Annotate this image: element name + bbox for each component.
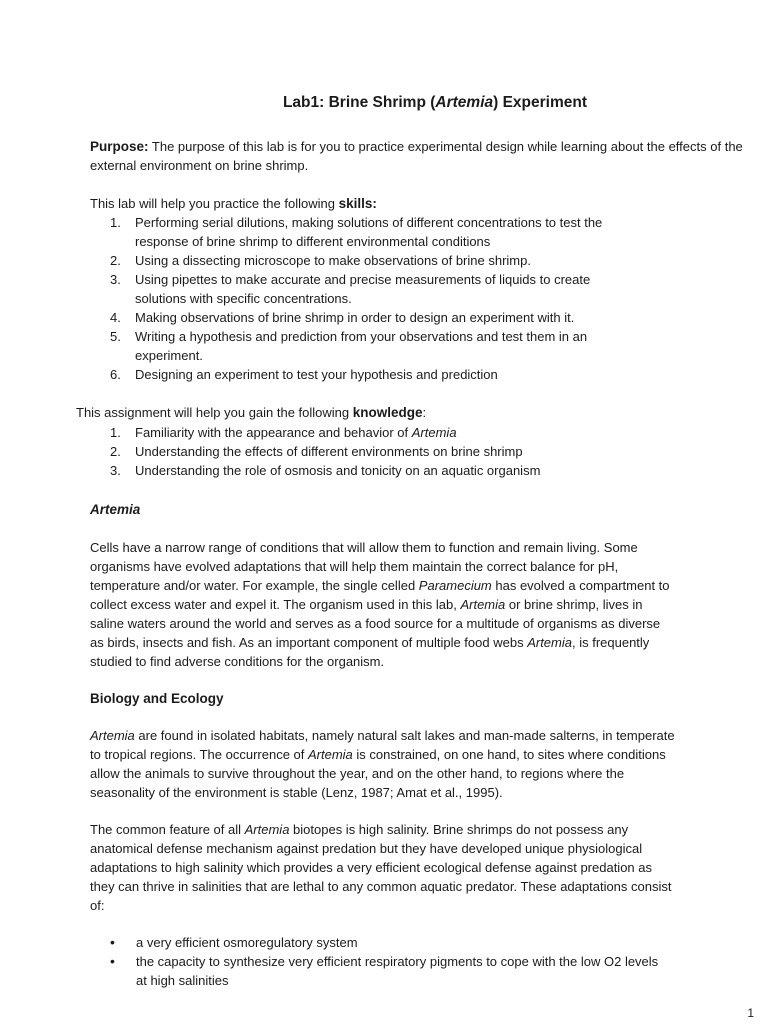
biology-paragraph-1: Artemia are found in isolated habitats, namely natural salt lakes and man-made salterns, in temperate to tropical regions. The occurrence of Artemia is constrained, on one hand, to sites where conditions allow the animals to survive throughout the year, and on the other hand, to regions where the seasonality of the environment is stable (Lenz, 1987; Amat et al., 1995). [90, 728, 675, 800]
knowledge-intro: This assignment will help you gain the following knowledge: [76, 405, 427, 420]
page-title: Lab1: Brine Shrimp (Artemia) Experiment [282, 94, 588, 111]
bullet-icon: • [110, 953, 115, 969]
purpose-paragraph: Purpose: The purpose of this lab is for you to practice experimental design while learning about the effects of the external environment on brine shrimp. [90, 139, 743, 173]
list-item: 1. Familiarity with the appearance and behavior of Artemia [110, 425, 457, 440]
knowledge-list [110, 423, 670, 480]
list-item: 4. Making observations of brine shrimp in order to design an experiment with it. [110, 310, 575, 325]
list-item: • a very efficient osmoregulatory system [110, 934, 358, 950]
list-item: 2. Understanding the effects of different environments on brine shrimp [110, 444, 523, 459]
bullet-icon: • [110, 934, 115, 950]
list-item: 3. Understanding the role of osmosis and tonicity on an aquatic organism [110, 463, 541, 478]
biology-paragraph-2: The common feature of all Artemia biotopes is high salinity. Brine shrimps do not possess any anatomical defense mechanism against predation but they have developed unique physiological adaptations to high salinity which provides a very efficient ecological defense against predation as they can thrive in salinities that are lethal to any common aquatic predator. These adaptations consist of: [90, 822, 672, 913]
skills-list [110, 213, 630, 384]
list-item: 2. Using a dissecting microscope to make observations of brine shrimp. [110, 253, 531, 268]
list-item: 3. Using pipettes to make accurate and precise measurements of liquids to create solutions with specific concentrations. [110, 272, 591, 306]
adaptations-list [110, 933, 670, 990]
list-item: 6. Designing an experiment to test your hypothesis and prediction [110, 367, 498, 382]
section-heading-artemia: Artemia [90, 502, 141, 517]
skills-intro: This lab will help you practice the following skills: [90, 196, 377, 211]
list-item: 1. Performing serial dilutions, making solutions of different concentrations to test the response of brine shrimp to different environmental conditions [110, 215, 603, 249]
artemia-paragraph: Cells have a narrow range of conditions that will allow them to function and remain living. Some organisms have evolved adaptations that will help them maintain the correct balance for pH, temperature and/or water. For example, the single celled Paramecium has evolved a compartment to collect excess water and expel it. The organism used in this lab, Artemia or brine shrimp, lives in saline waters around the world and serves as a food source for a multitude of organisms as diverse as birds, insects and fish. As an important component of multiple food webs Artemia, is frequently studied to find adverse conditions for the organism. [90, 540, 670, 669]
page-number: 1 [747, 1006, 754, 1020]
list-item: • the capacity to synthesize very efficient respiratory pigments to cope with the low O2 levels at high salinities [110, 953, 659, 988]
list-item: 5. Writing a hypothesis and prediction from your observations and test them in an experiment. [110, 329, 588, 363]
section-heading-biology: Biology and Ecology [90, 691, 224, 706]
